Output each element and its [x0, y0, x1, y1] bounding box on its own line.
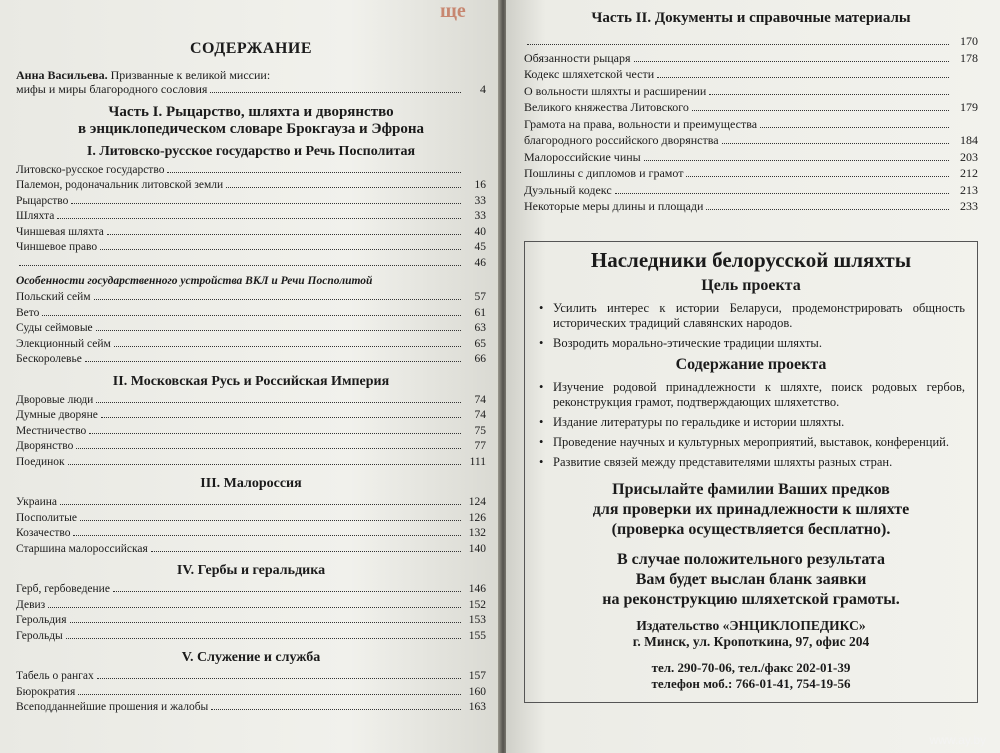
- author-title-line2: мифы и миры благородного сословия: [16, 82, 208, 96]
- toc-row: [16, 163, 486, 179]
- toc-entry-page: 77: [474, 440, 486, 452]
- goal-list: [537, 301, 965, 351]
- toc-row: [16, 495, 486, 511]
- toc-row: [524, 99, 978, 116]
- leader-dots: [226, 187, 461, 188]
- toc-entry-page: 33: [474, 194, 486, 207]
- toc-entry-title: Старшина малороссийская: [16, 542, 148, 555]
- toc-entry-title: Литовско-русское государство: [16, 163, 165, 176]
- toc-row: [16, 439, 486, 455]
- toc-entry-title: Герольдия: [16, 614, 67, 626]
- bullet-item: • Проведение научных и культурных мероприятий, выставок, конференций.: [537, 435, 965, 450]
- toc-row: [524, 132, 978, 149]
- toc-row: [524, 165, 978, 182]
- toc-entry-page: 46: [474, 256, 486, 269]
- toc-entry-title: Суды сеймовые: [16, 322, 93, 334]
- toc-row: [16, 393, 486, 409]
- leader-dots: [709, 94, 949, 95]
- leader-dots: [107, 234, 461, 235]
- toc-row: [16, 455, 486, 471]
- toc-entry-title: Рыцарство: [16, 194, 69, 207]
- leader-dots: [57, 218, 461, 219]
- toc-entry-title: Вето: [16, 306, 40, 319]
- toc-entry-page: 111: [469, 455, 486, 468]
- toc-entry-page: 160: [468, 685, 486, 698]
- toc-row: [16, 194, 486, 210]
- toc-entry-page: 203: [960, 149, 978, 164]
- toc-row: [524, 50, 978, 67]
- toc-entry-title: Палемон, родоначальник литовской земли: [16, 179, 224, 191]
- toc-entry-title: Всеподданнейшие прошения и жалобы: [16, 701, 209, 713]
- publisher-address: г. Минск, ул. Кропоткина, 97, офис 204: [632, 633, 870, 649]
- toc-entry-page: 179: [960, 100, 978, 114]
- toc-entry-title: Дворовые люди: [16, 393, 94, 406]
- toc-row: [16, 669, 486, 685]
- toc-entry-page: 132: [468, 527, 486, 539]
- toc-entry-page: 126: [468, 511, 486, 524]
- toc-row: [16, 240, 486, 256]
- toc-entry-title: Малороссийские чины: [524, 149, 641, 164]
- leader-dots: [96, 402, 461, 403]
- toc-entry-page: 178: [960, 50, 978, 65]
- toc-entry-title: Дворянство: [16, 440, 74, 452]
- toc-entry-title: Бескоролевье: [16, 353, 82, 365]
- toc-row: [524, 182, 978, 199]
- bullet-item: • Усилить интерес к истории Беларуси, продемонстрировать общность исторических традиций славянских народов.: [537, 301, 965, 331]
- leader-dots: [80, 520, 461, 521]
- toc-row: [524, 83, 978, 100]
- toc-entry-title: Украина: [16, 496, 57, 508]
- leader-dots: [113, 591, 461, 592]
- leader-dots: [68, 464, 461, 465]
- toc-row: [524, 198, 978, 215]
- leader-dots: [722, 143, 949, 144]
- part1-title: Часть I. Рыцарство, шляхта и дворянство в энциклопедическом словаре Брокгауза и Эфрона: [78, 103, 424, 137]
- bleed-through-mark: ще: [440, 0, 466, 22]
- leader-dots: [644, 160, 949, 161]
- leader-dots: [70, 622, 461, 623]
- leader-dots: [71, 203, 461, 204]
- section-title: II. Московская Русь и Российская Империя: [112, 373, 390, 389]
- toc-entry-page: 74: [474, 393, 486, 406]
- bullet-item: • Возродить морально-этические традиции шляхты.: [537, 336, 965, 351]
- toc-entry-title: благородного российского дворянства: [524, 133, 719, 147]
- toc-entry-title: Обязанности рыцаря: [524, 50, 631, 65]
- toc-entry-title: Девиз: [16, 598, 46, 611]
- toc-entry-page: 66: [474, 353, 486, 365]
- leader-dots: [634, 61, 949, 62]
- bullet-item: • Развитие связей между представителями шляхты разных стран.: [537, 455, 965, 470]
- toc-row: [524, 66, 978, 83]
- toc-entry-page: 163: [468, 701, 486, 713]
- publisher-info: [537, 618, 965, 650]
- toc-row: [524, 149, 978, 166]
- toc-row: [16, 511, 486, 527]
- leader-dots: [42, 315, 461, 316]
- leader-dots: [615, 193, 949, 194]
- leader-dots: [686, 176, 949, 177]
- section-title: IV. Гербы и геральдика: [176, 563, 326, 578]
- leader-dots: [60, 504, 461, 505]
- leader-dots: [167, 172, 461, 173]
- toc-entry-title: Великого княжества Литовского: [524, 100, 689, 114]
- leader-dots: [48, 607, 461, 608]
- toc-entry-page: 170: [960, 34, 978, 48]
- leader-dots: [19, 265, 461, 266]
- toc-row: [16, 582, 486, 598]
- content-list: [537, 380, 965, 470]
- toc-row: [524, 33, 978, 50]
- toc-entry-page: 33: [474, 210, 486, 222]
- toc-entry-title: Бюрократия: [16, 685, 76, 698]
- leader-dots: [657, 77, 949, 78]
- toc-row: [16, 542, 486, 558]
- toc-entry-title: Местничество: [16, 424, 87, 437]
- toc-entry-title: Герольды: [16, 629, 63, 642]
- toc-row: [16, 685, 486, 701]
- toc-entry-page: 74: [474, 409, 486, 421]
- author-entry: [16, 68, 486, 98]
- toc-entry-title: Польский сейм: [16, 291, 91, 303]
- leader-dots: [96, 330, 461, 331]
- toc-row: [16, 526, 486, 542]
- toc-entry-title: Поединок: [16, 455, 65, 468]
- leader-dots: [94, 299, 461, 300]
- toc-entry-page: 65: [474, 337, 486, 350]
- toc-entry-page: 233: [960, 199, 978, 213]
- goal-title: Цель проекта: [701, 276, 801, 294]
- publisher-name: Издательство «ЭНЦИКЛОПЕДИКС»: [636, 617, 866, 633]
- result-note: В случае положительного результата Вам будет выслан бланк заявки на реконструкцию шляхетской грамоты.: [602, 550, 900, 608]
- toc-entry-page: 140: [468, 542, 486, 555]
- toc-entry-page: 63: [474, 322, 486, 334]
- section-title: V. Служение и служба: [181, 650, 321, 665]
- part2-list: [524, 33, 978, 215]
- toc-row: [16, 290, 486, 306]
- toc-entry-page: 155: [468, 629, 486, 642]
- leader-dots: [211, 709, 461, 710]
- toc-entry-page: 45: [474, 241, 486, 253]
- right-page: [506, 0, 1000, 753]
- toc-entry-title: Некоторые меры длины и площади: [524, 199, 704, 213]
- leader-dots: [85, 361, 461, 362]
- toc-entry-page: 213: [960, 182, 978, 197]
- leader-dots: [89, 433, 461, 434]
- leader-dots: [100, 249, 461, 250]
- toc-row: [16, 225, 486, 241]
- toc-row: [16, 352, 486, 368]
- toc-entry-page: 184: [960, 133, 978, 147]
- toc-entry-page: 146: [468, 583, 486, 595]
- toc-row: [16, 424, 486, 440]
- toc-entry-page: 40: [474, 225, 486, 238]
- toc-entry-title: Козачество: [16, 527, 71, 539]
- toc-row: [16, 306, 486, 322]
- toc-entry-page: 157: [468, 670, 486, 682]
- section-title: III. Малороссия: [200, 476, 302, 491]
- toc-entry-title: Чиншевая шляхта: [16, 225, 104, 238]
- toc-sections: [16, 144, 486, 716]
- toc-entry-title: Шляхта: [16, 210, 55, 222]
- leader-dots: [101, 417, 461, 418]
- toc-entry-title: Думные дворяне: [16, 409, 98, 421]
- author-title: Призванные к великой миссии:: [107, 68, 271, 82]
- author-page: 4: [480, 82, 486, 96]
- toc-entry-title: Кодекс шляхетской чести: [524, 67, 655, 81]
- toc-row: [16, 321, 486, 337]
- leader-dots: [706, 209, 949, 210]
- leader-dots: [760, 127, 949, 128]
- leader-dots: [78, 694, 461, 695]
- project-ad-box: [524, 241, 978, 703]
- leader-dots: [527, 44, 949, 45]
- toc-entry-title: Герб, гербоведение: [16, 583, 110, 595]
- leader-dots: [114, 346, 461, 347]
- toc-entry-title: Чиншевое право: [16, 241, 98, 253]
- phone-info: тел. 290-70-06, тел./факс 202-01-39 телефон моб.: 766-01-41, 754-19-56: [651, 659, 851, 691]
- toc-entry-title: Грамота на права, вольности и преимущества: [524, 116, 758, 131]
- toc-entry-page: 152: [468, 598, 486, 611]
- leader-dots: [76, 448, 461, 449]
- watermark: www.ay.by: [929, 733, 986, 747]
- toc-row: [16, 700, 486, 716]
- toc-entry-title: Посполитые: [16, 511, 77, 524]
- bullet-item: • Изучение родовой принадлежности к шляхте, поиск родовых гербов, реконструкция грамот, подтверждающих шляхетство.: [537, 380, 965, 410]
- toc-entry-page: 61: [474, 306, 486, 319]
- content-title: Содержание проекта: [675, 355, 827, 373]
- toc-row: [16, 256, 486, 272]
- toc-entry-page: 212: [960, 166, 978, 180]
- toc-entry-title: Элекционный сейм: [16, 337, 111, 350]
- section-title: I. Литовско-русское государство и Речь Посполитая: [86, 143, 416, 159]
- toc-row: [524, 116, 978, 133]
- leader-dots: [692, 110, 949, 111]
- toc-row: [16, 629, 486, 645]
- toc-entry-page: 57: [474, 291, 486, 303]
- toc-entry-page: 16: [474, 179, 486, 191]
- ad-title: Наследники белорусской шляхты: [590, 247, 912, 272]
- toc-entry-page: 124: [468, 496, 486, 508]
- bullet-item: • Издание литературы по геральдике и истории шляхты.: [537, 415, 965, 430]
- leader-dots: [151, 551, 461, 552]
- subsection-title: Особенности государственного устройства ВКЛ и Речи Посполитой: [16, 275, 373, 287]
- toc-entry-title: Пошлины с дипломов и грамот: [524, 166, 684, 180]
- toc-row: [16, 598, 486, 614]
- toc-row: [16, 178, 486, 194]
- leader-dots: [73, 535, 461, 536]
- toc-entry-title: Дуэльный кодекс: [524, 182, 612, 197]
- part2-title: Часть II. Документы и справочные материалы: [591, 10, 911, 26]
- author-name: Анна Васильева.: [16, 68, 108, 82]
- call-to-action: Присылайте фамилии Ваших предков для проверки их принадлежности к шляхте (проверка осуществляется бесплатно).: [592, 480, 910, 538]
- toc-entry-page: 75: [474, 424, 486, 437]
- toc-row: [16, 209, 486, 225]
- leader-dots: [66, 638, 461, 639]
- toc-entry-page: 153: [468, 614, 486, 626]
- toc-title: СОДЕРЖАНИЕ: [189, 40, 313, 57]
- toc-row: [16, 613, 486, 629]
- toc-row: [16, 408, 486, 424]
- toc-entry-title: О вольности шляхты и расширении: [524, 83, 707, 98]
- leader-dots: [97, 678, 461, 679]
- toc-row: [16, 337, 486, 353]
- toc-entry-title: Табель о рангах: [16, 670, 94, 682]
